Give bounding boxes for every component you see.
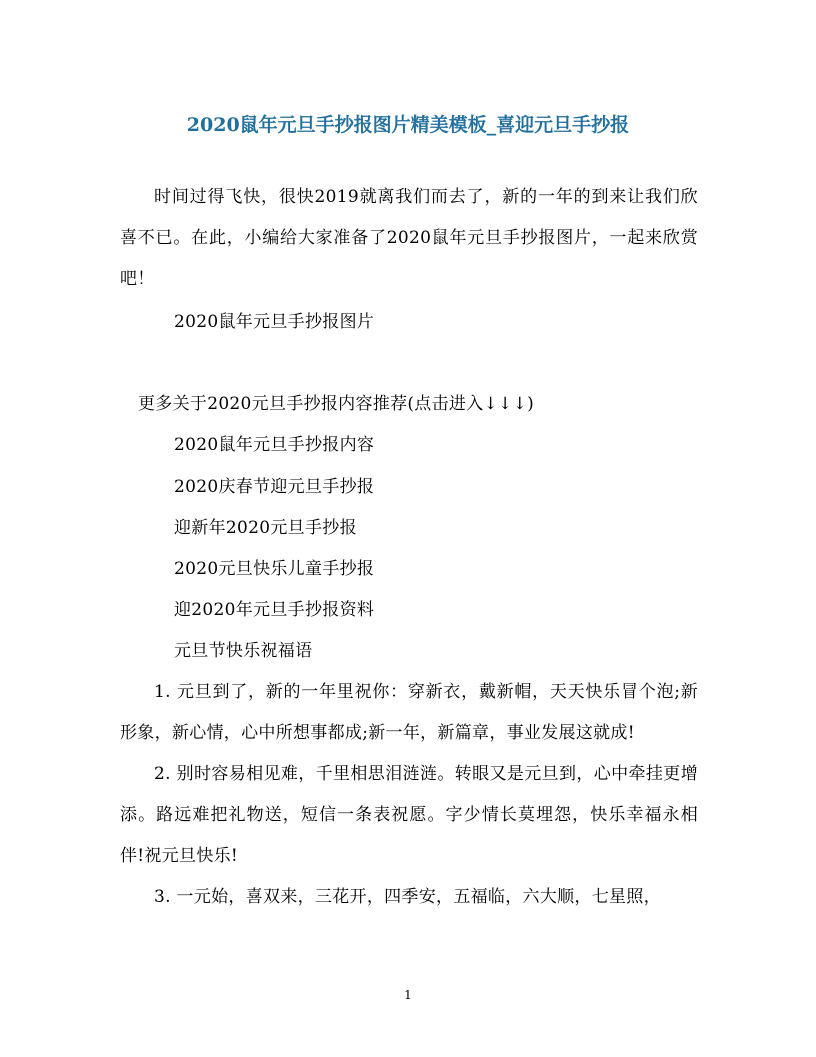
recommendation-link[interactable]: 迎新年2020元旦手抄报 [174, 518, 357, 538]
more-recommendations-heading: 更多关于2020元旦手抄报内容推荐(点击进入↓↓↓) [138, 394, 535, 414]
image-caption: 2020鼠年元旦手抄报图片 [174, 312, 375, 332]
wishes-block [120, 672, 698, 918]
recommendation-link[interactable]: 2020元旦快乐儿童手抄报 [174, 559, 375, 579]
recommendation-link[interactable]: 迎2020年元旦手抄报资料 [174, 600, 375, 620]
recommendation-link[interactable]: 2020庆春节迎元旦手抄报 [174, 477, 375, 497]
wish-paragraph: 3. 一元始，喜双来，三花开，四季安，五福临，六大顺，七星照， [154, 887, 661, 907]
intro-paragraph: 时间过得飞快，很快2019就离我们而去了，新的一年的到来让我们欣喜不已。在此，小编给大家准备了2020鼠年元旦手抄报图片，一起来欣赏吧！ [120, 187, 698, 289]
intro-paragraph-block [120, 177, 698, 300]
page-number: 1 [404, 988, 412, 1002]
wish-paragraph: 1. 元旦到了，新的一年里祝你：穿新衣，戴新帽，天天快乐冒个泡;新形象，新心情，心中所想事都成;新一年，新篇章，事业发展这就成! [120, 682, 698, 743]
recommendation-link[interactable]: 元旦节快乐祝福语 [174, 641, 313, 661]
document-title: 2020鼠年元旦手抄报图片精美模板_喜迎元旦手抄报 [186, 114, 630, 136]
wish-paragraph: 2. 别时容易相见难，千里相思泪涟涟。转眼又是元旦到，心中牵挂更增添。路远难把礼物送，短信一条表祝愿。字少情长莫埋怨，快乐幸福永相伴!祝元旦快乐! [120, 764, 698, 866]
recommendation-link[interactable]: 2020鼠年元旦手抄报内容 [174, 435, 375, 455]
